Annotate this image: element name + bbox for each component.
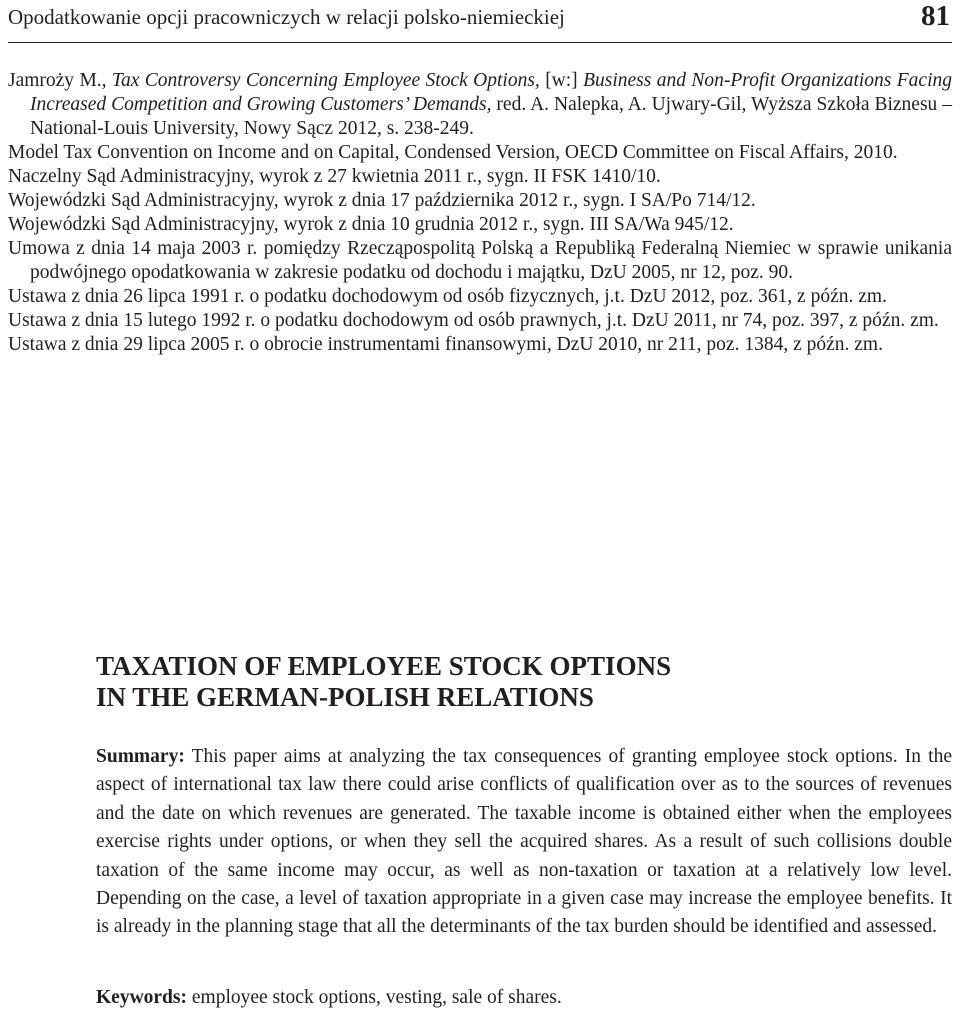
reference-item: Wojewódzki Sąd Administracyjny, wyrok z dnia 10 grudnia 2012 r., sygn. III SA/Wa 945/12. — [8, 214, 734, 235]
reference-item: Wojewódzki Sąd Administracyjny, wyrok z dnia 17 października 2012 r., sygn. I SA/Po 714/12. — [8, 190, 756, 211]
running-header — [8, 0, 952, 43]
summary-title-line: TAXATION OF EMPLOYEE STOCK OPTIONS — [96, 651, 672, 681]
reference-item: Ustawa z dnia 29 lipca 2005 r. o obrocie instrumentami finansowymi, DzU 2010, nr 211, poz. 1384, z późn. zm. — [8, 334, 883, 355]
page-number: 81 — [921, 0, 950, 32]
reference-item: Naczelny Sąd Administracyjny, wyrok z 27 kwietnia 2011 r., sygn. II FSK 1410/10. — [8, 166, 661, 187]
keywords-text: employee stock options, vesting, sale of shares. — [187, 987, 562, 1008]
reference-title: Tax Controversy Concerning Employee Stock Options, — [111, 70, 546, 91]
reference-publication: red. A. Nalepka, A. Ujwary-Gil, Wyższa Szkoła Biznesu – National-Louis University, Nowy Sącz 2012, s. 238-249. — [30, 94, 952, 139]
reference-item: Ustawa z dnia 26 lipca 1991 r. o podatku dochodowym od osób fizycznych, j.t. DzU 2012, poz. 361, z późn. zm. — [8, 286, 887, 307]
summary-title — [96, 651, 916, 713]
summary-paragraph — [96, 743, 952, 942]
reference-item: Model Tax Convention on Income and on Capital, Condensed Version, OECD Committee on Fiscal Affairs, 2010. — [8, 142, 898, 163]
keywords-label: Keywords: — [96, 987, 187, 1008]
reference-book-title: Business and Non-Profit Organizations Facing Increased Competition and Growing Customers’ Demands, — [30, 70, 952, 115]
summary-label: Summary: — [96, 746, 185, 767]
summary-text: This paper aims at analyzing the tax consequences of granting employee stock options. In the aspect of international tax law there could arise conflicts of qualification over as to the sources of revenues and the date on which revenues are generated. The taxable income is obtained either when the employees exercise rights under options, or when they sell the acquired shares. As a result of such collisions double taxation of the same income may occur, as well as non-taxation or taxation at a relatively low level. Depending on the case, a level of taxation appropriate in a given case may increase the employee benefits. It is already in the planning stage that all the determinants of the tax burden should be identified and assessed. — [96, 746, 952, 938]
reference-in: [w:] — [545, 70, 584, 91]
reference-author: Jamroży M., — [8, 70, 112, 91]
reference-item: Ustawa z dnia 15 lutego 1992 r. o podatku dochodowym od osób prawnych, j.t. DzU 2011, nr 74, poz. 397, z późn. zm. — [8, 310, 939, 331]
summary-title-line: IN THE GERMAN-POLISH RELATIONS — [96, 682, 594, 712]
keywords-paragraph — [96, 986, 952, 1010]
reference-item: Umowa z dnia 14 maja 2003 r. pomiędzy Rzecząpospolitą Polską a Republiką Federalną Niemiec w sprawie unikania podwójnego opodatkowania w zakresie podatku od dochodu i majątku, DzU 2005, nr 12, poz. 90. — [8, 238, 952, 283]
reference-list — [8, 69, 952, 357]
reference-item — [8, 69, 952, 141]
running-title: Opodatkowanie opcji pracowniczych w relacji polsko-niemieckiej — [8, 5, 565, 29]
